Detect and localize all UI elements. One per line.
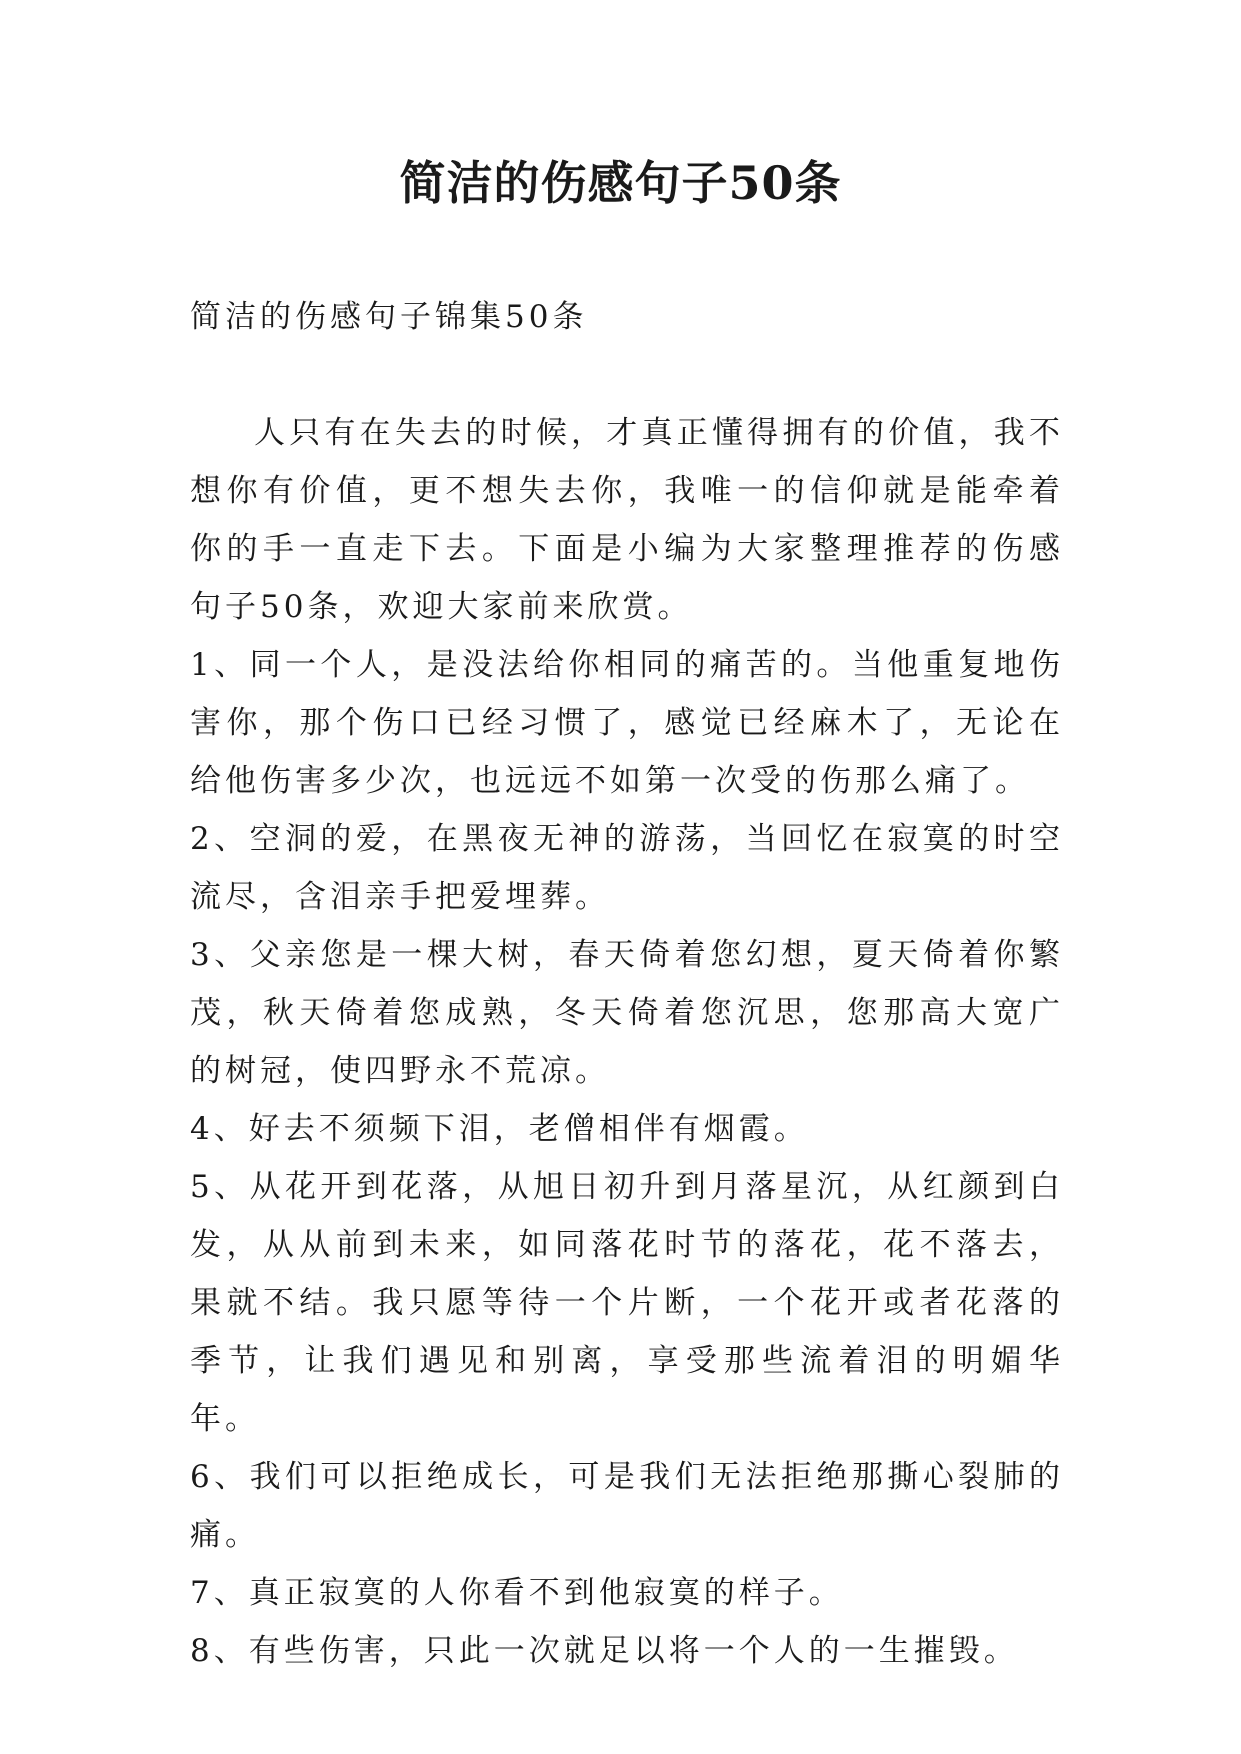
list-item-1: 1、同一个人，是没法给你相同的痛苦的。当他重复地伤害你，那个伤口已经习惯了，感觉已经麻木了，无论在给他伤害多少次，也远远不如第一次受的伤那么痛了。 <box>190 647 1064 799</box>
list-item-7: 7、真正寂寞的人你看不到他寂寞的样子。 <box>190 1575 844 1611</box>
document-body <box>190 288 1064 1680</box>
list-item-8: 8、有些伤害，只此一次就足以将一个人的一生摧毁。 <box>190 1633 1019 1669</box>
document-title: 简洁的伤感句子50条 <box>399 156 842 210</box>
list-item-3: 3、父亲您是一棵大树，春天倚着您幻想，夏天倚着你繁茂，秋天倚着您成熟，冬天倚着您沉思，您那高大宽广的树冠，使四野永不荒凉。 <box>190 937 1064 1089</box>
list-item-4: 4、好去不须频下泪，老僧相伴有烟霞。 <box>190 1111 809 1147</box>
intro-paragraph: 人只有在失去的时候，才真正懂得拥有的价值，我不想你有价值，更不想失去你，我唯一的信仰就是能牵着你的手一直走下去。下面是小编为大家整理推荐的伤感句子50条，欢迎大家前来欣赏。 <box>190 415 1064 625</box>
list-item-2: 2、空洞的爱，在黑夜无神的游荡，当回忆在寂寞的时空流尽，含泪亲手把爱埋葬。 <box>190 821 1064 915</box>
list-item-5: 5、从花开到花落，从旭日初升到月落星沉，从红颜到白发，从从前到未来，如同落花时节的落花，花不落去，果就不结。我只愿等待一个片断，一个花开或者花落的季节，让我们遇见和别离，享受那些流着泪的明媚华年。 <box>190 1169 1064 1437</box>
list-item-6: 6、我们可以拒绝成长，可是我们无法拒绝那撕心裂肺的痛。 <box>190 1459 1064 1553</box>
document-subtitle: 简洁的伤感句子锦集50条 <box>190 299 588 335</box>
